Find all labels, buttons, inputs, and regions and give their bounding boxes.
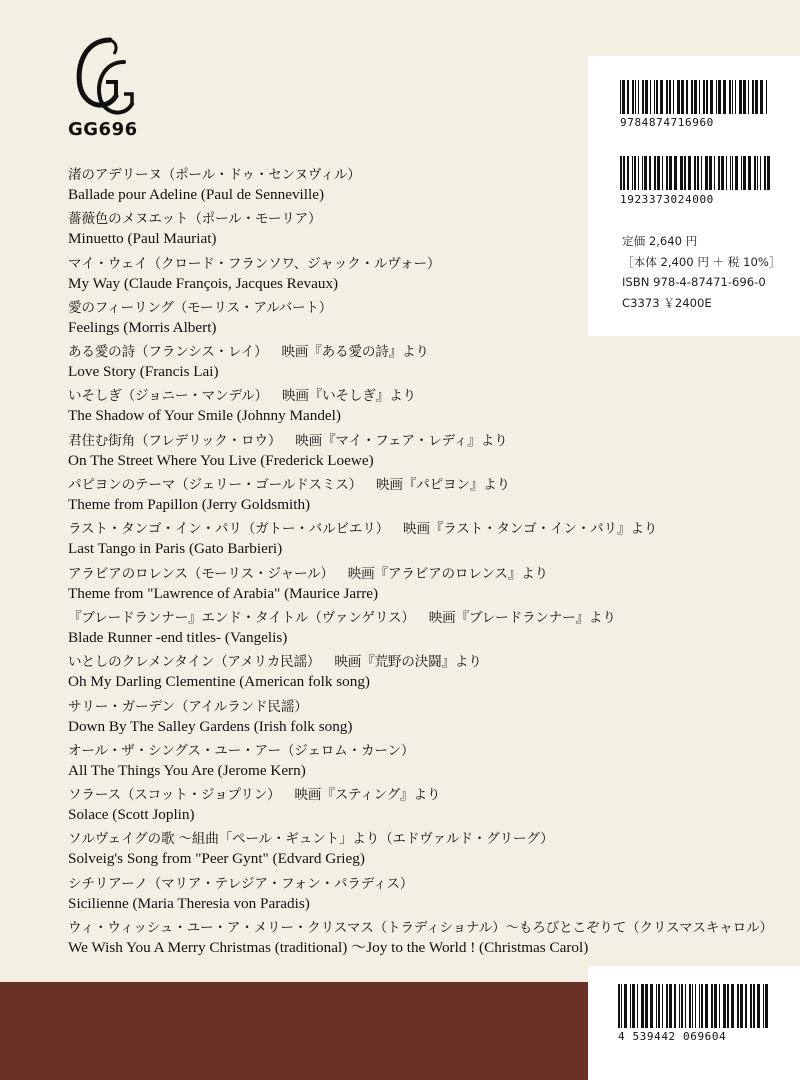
barcode-bar (662, 156, 663, 190)
barcode-bar (645, 80, 648, 114)
song-title-jp (68, 520, 708, 539)
song-title-en: All The Things You Are (Jerome Kern) (68, 761, 306, 779)
song-item (68, 875, 708, 919)
barcode-bar (750, 984, 752, 1028)
barcode-bar (654, 80, 655, 114)
barcode-bar (656, 80, 658, 114)
song-title-en: We Wish You A Merry Christmas (traditional) 〜Joy to the World ! (Christmas Carol) (68, 939, 589, 957)
barcode-bar (709, 156, 712, 190)
barcode-bar (753, 984, 755, 1028)
song-source: 映画『荒野の決闘』より (334, 654, 482, 671)
barcode-bar (718, 156, 720, 190)
barcode-bar (692, 984, 693, 1028)
barcode-bar (737, 984, 739, 1028)
song-title-en: Last Tango in Paris (Gato Barbieri) (68, 540, 283, 558)
song-title-jp (68, 609, 708, 628)
song-item (68, 476, 708, 520)
song-title-jp (68, 387, 708, 406)
song-title-jp-text: サリー・ガーデン（アイルランド民謡） (68, 698, 308, 715)
c-code: C3373 ￥2400E (622, 295, 712, 310)
song-item (68, 565, 708, 609)
barcode-bar (666, 156, 668, 190)
barcode-bar (694, 156, 696, 190)
barcode-bar (735, 80, 736, 114)
barcode-bar (623, 156, 625, 190)
barcode-bar (754, 156, 756, 190)
barcode-bar (694, 80, 697, 114)
song-source: 映画『アラビアのロレンス』より (347, 565, 548, 582)
barcode-bar (673, 80, 674, 114)
song-item (68, 432, 708, 476)
barcode-bar (701, 156, 702, 190)
song-title-en: My Way (Claude François, Jacques Revaux) (68, 274, 339, 292)
barcode-bar (654, 156, 656, 190)
barcode-bar (641, 984, 644, 1028)
barcode-bar (627, 156, 629, 190)
jan-barcode (618, 984, 768, 1028)
barcode-bar (718, 80, 721, 114)
song-title-jp (68, 343, 708, 362)
barcode-bar (622, 80, 625, 114)
barcode-bar (657, 156, 660, 190)
song-title-jp-text: 君住む街角（フレデリック・ロウ） (68, 432, 282, 449)
song-title-jp (68, 742, 708, 761)
price-barcode-number: 1923373024000 (620, 193, 714, 206)
song-title-jp-text: 愛のフィーリング（モーリス・アルバート） (68, 299, 333, 316)
song-source: 映画『ある愛の詩』より (281, 344, 429, 361)
info-box (588, 56, 800, 336)
song-source: 映画『パピヨン』より (375, 477, 510, 494)
song-source: 映画『ラスト・タンゴ・イン・パリ』より (403, 521, 658, 538)
barcode-bar (620, 156, 622, 190)
song-title-en: Solveig's Song from "Peer Gynt" (Edvard Grieg) (68, 850, 365, 868)
barcode-bar (705, 156, 708, 190)
song-title-en: Sicilienne (Maria Theresia von Paradis) (68, 894, 310, 912)
song-title-jp-text: マイ・ウェイ（クロード・フランソワ、ジャック・ルヴォー） (68, 255, 441, 272)
price: 定価 2,640 円 (622, 234, 698, 248)
barcode-bar (669, 156, 672, 190)
barcode-bar (680, 156, 683, 190)
song-item (68, 520, 708, 564)
song-title-jp-text: ラスト・タンゴ・イン・パリ（ガトー・バルビエリ） (68, 521, 390, 538)
barcode-bar (743, 156, 746, 190)
barcode-bar (621, 984, 622, 1028)
song-title-en: Theme from "Lawrence of Arabia" (Maurice Jarre) (68, 584, 379, 602)
barcode-bar (624, 984, 627, 1028)
barcode-bar (627, 80, 629, 114)
barcode-bar (752, 80, 754, 114)
barcode-bar (760, 156, 761, 190)
barcode-bar (637, 984, 638, 1028)
barcode-bar (632, 984, 635, 1028)
barcode-bar (732, 80, 733, 114)
barcode-bar (732, 156, 733, 190)
barcode-bar (726, 156, 727, 190)
song-source: 映画『いそしぎ』より (281, 388, 416, 405)
song-title-jp (68, 653, 708, 672)
barcode-bar (635, 80, 636, 114)
barcode-bar (711, 984, 713, 1028)
price-barcode (620, 156, 770, 190)
barcode-bar (642, 80, 644, 114)
isbn-barcode-number: 9784874716960 (620, 116, 714, 129)
barcode-bar (729, 80, 731, 114)
song-title-en: On The Street Where You Live (Frederick Loewe) (68, 451, 374, 469)
song-title-jp-text: いとしのクレメンタイン（アメリカ民謡） (68, 654, 321, 671)
barcode-bar (679, 984, 680, 1028)
song-source: 映画『スティング』より (294, 787, 441, 804)
barcode-bar (706, 80, 708, 114)
barcode-bar (710, 80, 713, 114)
barcode-bar (735, 156, 738, 190)
song-title-en: Love Story (Francis Lai) (68, 363, 219, 381)
product-code: GG696 (68, 119, 138, 140)
barcode-bar (714, 156, 715, 190)
jan-barcode-number: 4 539442 069604 (618, 1030, 727, 1043)
barcode-bar (701, 984, 703, 1028)
barcode-bar (689, 984, 691, 1028)
song-title-jp-text: パピヨンのテーマ（ジェリー・ゴールドスミス） (68, 477, 362, 494)
song-title-jp (68, 565, 708, 584)
barcode-bar (740, 984, 743, 1028)
barcode-bar (681, 984, 683, 1028)
song-item (68, 919, 773, 963)
barcode-bar (695, 984, 696, 1028)
barcode-bar (669, 984, 672, 1028)
barcode-bar (674, 156, 677, 190)
song-title-jp (68, 875, 708, 894)
barcode-bar (669, 80, 671, 114)
barcode-bar (731, 984, 734, 1028)
song-title-jp-text: 渚のアデリーヌ（ポール・ドゥ・センヌヴィル） (68, 167, 361, 183)
barcode-bar (765, 984, 768, 1028)
song-title-jp (68, 919, 773, 938)
song-title-jp (68, 786, 708, 805)
barcode-bar (739, 80, 742, 114)
barcode-bar (685, 984, 686, 1028)
song-source: 映画『ブレードランナー』より (428, 609, 616, 626)
barcode-bar (638, 80, 639, 114)
song-title-en: Blade Runner -end titles- (Vangelis) (68, 628, 288, 646)
barcode-bar (699, 80, 700, 114)
barcode-bar (745, 984, 747, 1028)
barcode-bar (656, 984, 657, 1028)
barcode-bar (723, 80, 726, 114)
barcode-bar (755, 80, 758, 114)
barcode-bar (714, 984, 717, 1028)
barcode-bar (681, 80, 684, 114)
barcode-bar (684, 156, 686, 190)
song-item (68, 786, 708, 830)
song-title-en: Theme from Papillon (Jerry Goldsmith) (68, 496, 311, 514)
barcode-bar (748, 156, 751, 190)
barcode-bar (691, 80, 693, 114)
barcode-bar (757, 984, 760, 1028)
barcode-bar (618, 984, 620, 1028)
barcode-bar (620, 80, 621, 114)
barcode-bar (766, 80, 767, 114)
barcode-bar (688, 156, 691, 190)
song-item (68, 343, 708, 387)
song-title-jp-text: 『ブレードランナー』エンド・タイトル（ヴァンゲリス） (68, 609, 415, 626)
barcode-bar (632, 80, 634, 114)
barcode-bar (649, 156, 651, 190)
song-title-jp-text: ソラース（スコット・ジョプリン） (68, 787, 281, 804)
barcode-bar (743, 80, 746, 114)
barcode-bar (650, 984, 653, 1028)
song-title-jp-text: ウィ・ウィッシュ・ユー・ア・メリー・クリスマス（トラディショナル）〜もろびとこぞりて（クリスマスキャロル） (68, 920, 773, 937)
song-title-jp (68, 698, 708, 717)
song-title-jp-text: ソルヴェイグの歌 〜組曲「ペール・ギュント」より（エドヴァルド・グリーグ） (68, 831, 554, 848)
barcode-bar (730, 156, 731, 190)
song-title-jp (68, 476, 708, 495)
song-title-jp-text: いそしぎ（ジョニー・マンデル） (68, 388, 268, 405)
footer-box (588, 966, 800, 1080)
barcode-bar (660, 80, 663, 114)
song-item (68, 830, 708, 874)
barcode-bar (760, 80, 763, 114)
song-item (68, 742, 708, 786)
song-item (68, 653, 708, 697)
barcode-bar (767, 156, 770, 190)
song-item (68, 609, 708, 653)
song-title-en: Ballade pour Adeline (Paul de Senneville) (68, 186, 325, 203)
barcode-bar (723, 984, 726, 1028)
barcode-bar (703, 80, 705, 114)
barcode-bar (644, 156, 647, 190)
barcode-bar (666, 80, 668, 114)
barcode-bar (763, 984, 764, 1028)
price-detail: ［本体 2,400 円 ＋ 税 10%］ (622, 254, 781, 269)
barcode-bar (677, 80, 680, 114)
barcode-bar (719, 984, 720, 1028)
barcode-bar (638, 156, 639, 190)
barcode-bar (662, 984, 663, 1028)
song-title-jp-text: シチリアーノ（マリア・テレジア・フォン・パラディス） (68, 875, 414, 892)
barcode-bar (666, 984, 668, 1028)
barcode-bar (721, 156, 724, 190)
isbn-barcode (620, 80, 770, 114)
song-title-en: Solace (Scott Joplin) (68, 806, 195, 824)
barcode-bar (764, 156, 766, 190)
song-title-jp-text: ある愛の詩（フランシス・レイ） (68, 344, 268, 361)
song-title-jp-text: 薔薇色のメヌエット（ポール・モーリア） (68, 211, 322, 228)
barcode-bar (697, 156, 699, 190)
barcode-bar (674, 984, 676, 1028)
song-title-en: The Shadow of Your Smile (Johnny Mandel) (68, 407, 341, 425)
barcode-bar (748, 80, 749, 114)
barcode-bar (705, 984, 708, 1028)
song-title-en: Minuetto (Paul Mauriat) (68, 230, 217, 248)
barcode-bar (632, 156, 633, 190)
barcode-bar (634, 156, 636, 190)
song-source: 映画『マイ・フェア・レディ』より (295, 432, 508, 449)
song-title-jp (68, 432, 708, 451)
barcode-bar (645, 984, 648, 1028)
barcode-bar (642, 156, 643, 190)
barcode-bar (699, 984, 700, 1028)
barcode-bar (686, 80, 688, 114)
barcode-bar (650, 80, 651, 114)
song-item (68, 387, 708, 431)
song-title-jp (68, 830, 708, 849)
barcode-bar (716, 80, 717, 114)
barcode-bar (727, 984, 729, 1028)
barcode-bar (658, 984, 660, 1028)
song-item (68, 698, 708, 742)
song-title-en: Oh My Darling Clementine (American folk song) (68, 673, 370, 691)
song-title-en: Down By The Salley Gardens (Irish folk song) (68, 717, 353, 735)
isbn: ISBN 978-4-87471-696-0 (622, 275, 766, 289)
song-title-jp-text: アラビアのロレンス（モーリス・ジャール） (68, 565, 334, 582)
barcode-bar (757, 156, 758, 190)
song-title-en: Feelings (Morris Albert) (68, 318, 217, 336)
barcode-bar (741, 156, 742, 190)
barcode-bar (630, 984, 631, 1028)
song-title-jp-text: オール・ザ・シングス・ユー・アー（ジェロム・カーン） (68, 742, 415, 759)
